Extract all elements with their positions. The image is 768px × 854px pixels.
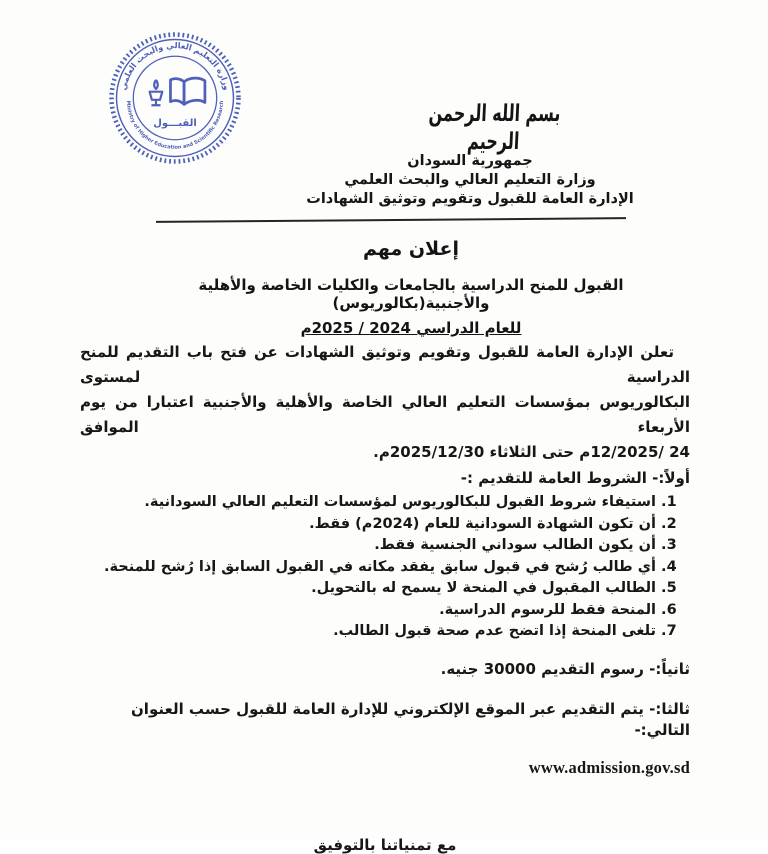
conditions-heading: أولاً:- الشروط العامة للتقديم :- (460, 469, 690, 487)
stamp-book-icon (170, 78, 204, 104)
closing-line: مع تمنياتنا بالتوفيق (313, 835, 457, 854)
condition-item: 7. تلغى المنحة إذا اتضح عدم صحة قبول الطالب. (80, 621, 656, 643)
letterhead (248, 152, 692, 209)
stamp-top-arc-text: وزارة التعليم العالي والبحث العلمي (117, 39, 233, 92)
country-name: جمهورية السودان (407, 153, 533, 169)
stamp-scalloped-edge (112, 35, 239, 162)
intro-line-2: البكالوريوس بمؤسسات التعليم العالي الخاصة والأهلية والأجنبية اعتبارا من يوم الأربعاء الموافق (80, 393, 690, 436)
conditions-list (80, 492, 690, 643)
header-divider (156, 217, 626, 223)
website-url: www.admission.gov.sd (528, 757, 690, 777)
ministry-name: وزارة التعليم العالي والبحث العلمي (344, 172, 596, 188)
condition-item: 5. الطالب المقبول في المنحة لا يسمح له بالتحويل. (80, 578, 656, 600)
stamp-graphic (104, 30, 246, 166)
announcement-header (118, 238, 704, 337)
intro-line-3-dates: 24 /12/2025م حتى الثلاثاء 2025/12/30م. (373, 443, 690, 461)
condition-item: 2. أن تكون الشهادة السودانية للعام (2024م) فقط. (80, 514, 656, 536)
condition-item: 3. أن يكون الطالب سوداني الجنسية فقط. (80, 535, 656, 557)
intro-line-1: تعلن الإدارة العامة للقبول وتقويم وتوثيق الشهادات عن فتح باب التقديم للمنح الدراسية لمستوى (80, 343, 690, 386)
bismillah-calligraphy: بسم الله الرحمن الرحيم (428, 99, 562, 155)
department-name: الإدارة العامة للقبول وتقويم وتوثيق الشهادات (306, 191, 634, 207)
condition-item: 6. المنحة فقط للرسوم الدراسية. (80, 600, 656, 622)
announcement-body (80, 340, 690, 854)
condition-item: 1. استيفاء شروط القبول للبكالوريوس لمؤسسات التعليم العالي السودانية. (80, 492, 656, 514)
announcement-subtitle: القبول للمنح الدراسية بالجامعات والكليات الخاصة والأهلية والأجنبية(بكالوريوس) (198, 276, 624, 312)
application-method-line: ثالثا:- يتم التقديم عبر الموقع الإلكتروني للإدارة العامة للقبول حسب العنوان التالي:- (131, 699, 690, 739)
stamp-bottom-arc-text: Ministry of Higher Education and Scientific Research (124, 100, 226, 151)
fees-line: ثانياً:- رسوم التقديم 30000 جنيه. (440, 659, 690, 678)
announcement-title: إعلان مهم (363, 238, 459, 260)
stamp-lamp-icon (150, 80, 163, 105)
stamp-label: القبـــول (153, 118, 197, 130)
condition-item: 4. أي طالب رُشح في قبول سابق يفقد مكانه في القبول السابق إذا رُشح للمنحة. (80, 557, 656, 579)
ministry-stamp (104, 30, 246, 166)
academic-year: للعام الدراسي 2024 / 2025م (300, 319, 522, 337)
